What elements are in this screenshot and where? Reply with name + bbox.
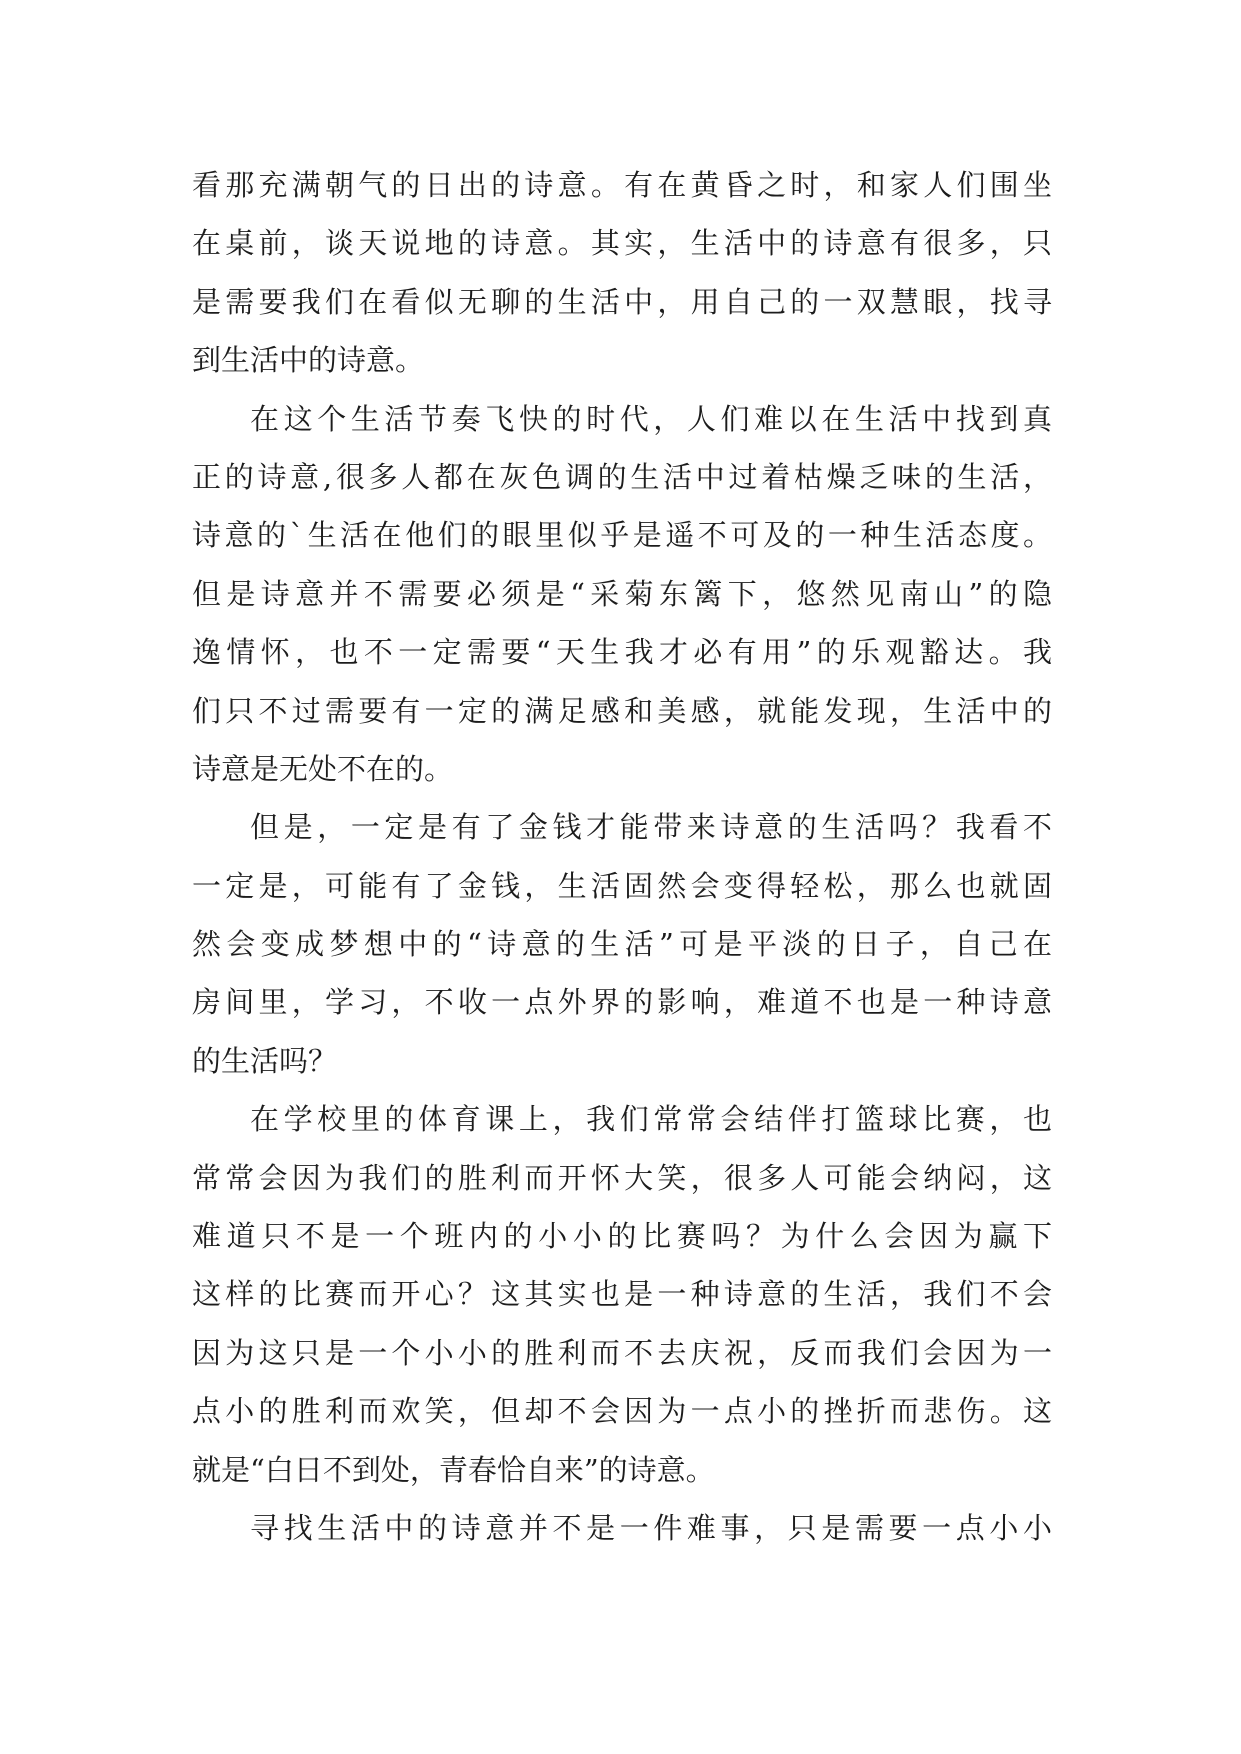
text-line: 的生活吗？ <box>192 1043 338 1078</box>
paragraph-5 <box>192 1499 1052 1557</box>
text-line: 一定是，可能有了金钱，生活固然会变得轻松，那么也就固 <box>192 868 1052 903</box>
text-line: 寻找生活中的诗意并不是一件难事，只是需要一点小小 <box>250 1510 1052 1545</box>
text-line: 到生活中的诗意。 <box>192 343 425 378</box>
text-line: 正的诗意,很多人都在灰色调的生活中过着枯燥乏味的生活， <box>192 459 1052 494</box>
text-line: 点小的胜利而欢笑，但却不会因为一点小的挫折而悲伤。这 <box>192 1394 1052 1429</box>
text-line: 但是，一定是有了金钱才能带来诗意的生活吗？我看不 <box>250 810 1052 845</box>
text-line: 因为这只是一个小小的胜利而不去庆祝，反而我们会因为一 <box>192 1335 1052 1370</box>
text-line: 诗意的`生活在他们的眼里似乎是遥不可及的一种生活态度。 <box>192 518 1052 553</box>
paragraph-2 <box>192 390 1052 799</box>
text-line: 就是“白日不到处，青春恰自来”的诗意。 <box>192 1452 715 1487</box>
text-line: 在这个生活节奏飞快的时代，人们难以在生活中找到真 <box>250 401 1052 436</box>
paragraph-4 <box>192 1090 1052 1499</box>
text-line: 然会变成梦想中的“诗意的生活”可是平淡的日子，自己在 <box>192 927 1052 962</box>
text-line: 诗意是无处不在的。 <box>192 751 454 786</box>
text-line: 但是诗意并不需要必须是“采菊东篱下，悠然见南山”的隐 <box>192 576 1052 611</box>
text-line: 在学校里的体育课上，我们常常会结伴打篮球比赛，也 <box>250 1102 1052 1137</box>
text-line: 常常会因为我们的胜利而开怀大笑，很多人可能会纳闷，这 <box>192 1160 1052 1195</box>
text-line: 逸情怀，也不一定需要“天生我才必有用”的乐观豁达。我 <box>192 635 1052 670</box>
text-line: 这样的比赛而开心？这其实也是一种诗意的生活，我们不会 <box>192 1277 1052 1312</box>
paragraph-1 <box>192 156 1052 390</box>
text-line: 房间里，学习，不收一点外界的影响，难道不也是一种诗意 <box>192 985 1052 1020</box>
text-line: 在桌前，谈天说地的诗意。其实，生活中的诗意有很多，只 <box>192 226 1052 261</box>
text-line: 们只不过需要有一定的满足感和美感，就能发现，生活中的 <box>192 693 1052 728</box>
text-line: 难道只不是一个班内的小小的比赛吗？为什么会因为赢下 <box>192 1219 1052 1254</box>
paragraph-3 <box>192 798 1052 1090</box>
text-line: 是需要我们在看似无聊的生活中，用自己的一双慧眼，找寻 <box>192 284 1052 319</box>
document-body <box>192 156 1052 1557</box>
text-line: 看那充满朝气的日出的诗意。有在黄昏之时，和家人们围坐 <box>192 168 1052 202</box>
